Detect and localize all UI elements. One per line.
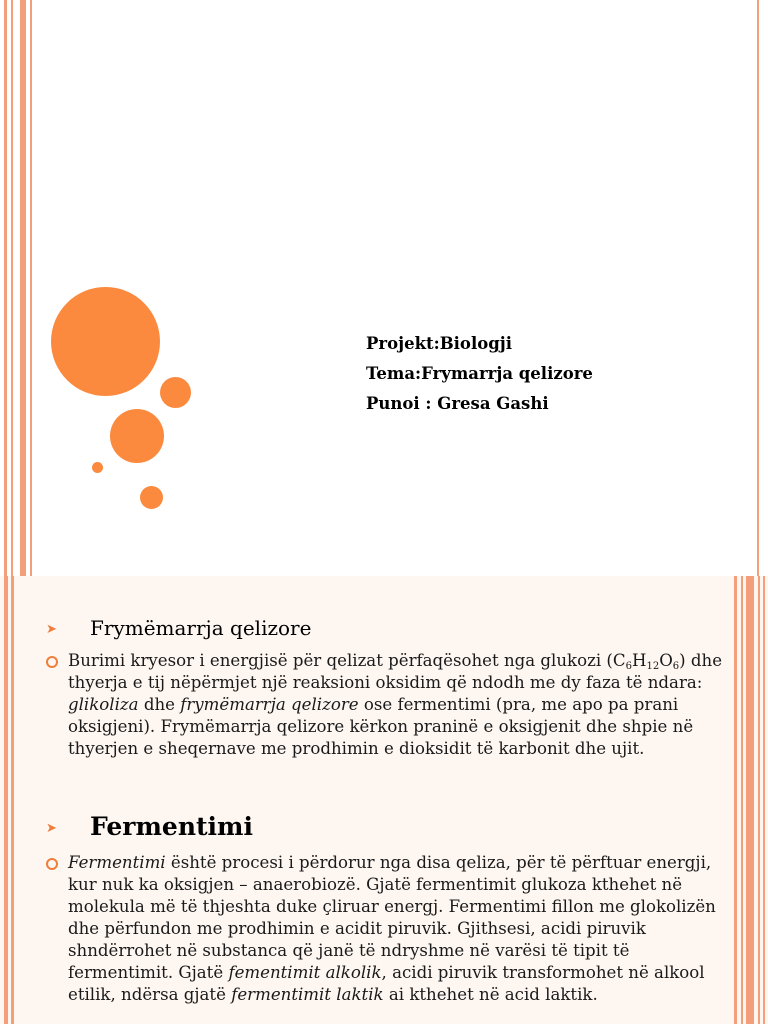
decor-circle-small [92, 462, 103, 473]
decor-stripe [4, 576, 8, 1024]
decor-circle [160, 377, 191, 408]
paragraph-respiration: Burimi kryesor i energjisë për qelizat përfaqësohet nga glukozi $(C_6H_{12}O_6)$ dhe thyerja e tij nëpërmjet një reaksioni oksidim që ndodh me dy faza të ndara: glikoliza dhe frymëmarrja qelizore ose fermentimi (pra, me apo pa prani oksigjeni). Frymëmarrja qelizore kërkon praninë e oksigjenit dhe shpie në thyerjen e sheqernave me prodhimin e dioksidit të karbonit dhe ujit. [46, 650, 736, 760]
decor-stripe [30, 0, 32, 576]
decor-circle-large [51, 287, 160, 396]
decor-stripe [741, 576, 743, 1024]
decor-stripe [11, 0, 13, 576]
decor-stripe [4, 0, 7, 576]
decor-stripe [11, 576, 14, 1024]
decor-circle [110, 409, 164, 463]
decor-stripe [757, 0, 759, 576]
decor-stripe [763, 576, 765, 1024]
circle-bullet-icon [46, 656, 58, 668]
paragraph-fermentation: Fermentimi është procesi i përdorur nga disa qeliza, për të përftuar energji, kur nuk ka oksigjen – anaerobiozë. Gjatë fermentimit glukoza kthehet në molekula më të thjeshta duke çliruar energj. Fermentimi fillon me glokolizën dhe përfundon me prodhimin e acidit piruvik. Gjithsesi, acidi piruvik shndërrohet në substanca që janë të ndryshme në varësi të tipit të fermentimit. Gjatë fementimit alkolik, acidi piruvik transformohet në alkool etilik, ndërsa gjatë fermentimit laktik ai kthehet në acid laktik. [46, 852, 736, 1006]
decor-stripe [20, 0, 26, 576]
arrow-bullet-icon: ➤ [46, 821, 57, 836]
title-block [366, 329, 593, 419]
topic-title: Tema:Frymarrja qelizore [366, 364, 593, 383]
decor-circle [140, 486, 163, 509]
content-slide [0, 576, 768, 1024]
section-heading-fermentation: ➤ Fermentimi [46, 812, 253, 841]
author-line: Punoi : Gresa Gashi [366, 394, 549, 413]
decor-stripe [746, 576, 754, 1024]
project-title: Projekt:Biologji [366, 334, 512, 353]
arrow-bullet-icon: ➤ [46, 622, 57, 637]
section-heading-respiration: ➤ Frymëmarrja qelizore [46, 616, 312, 640]
decor-stripe [758, 576, 760, 1024]
circle-bullet-icon [46, 858, 58, 870]
